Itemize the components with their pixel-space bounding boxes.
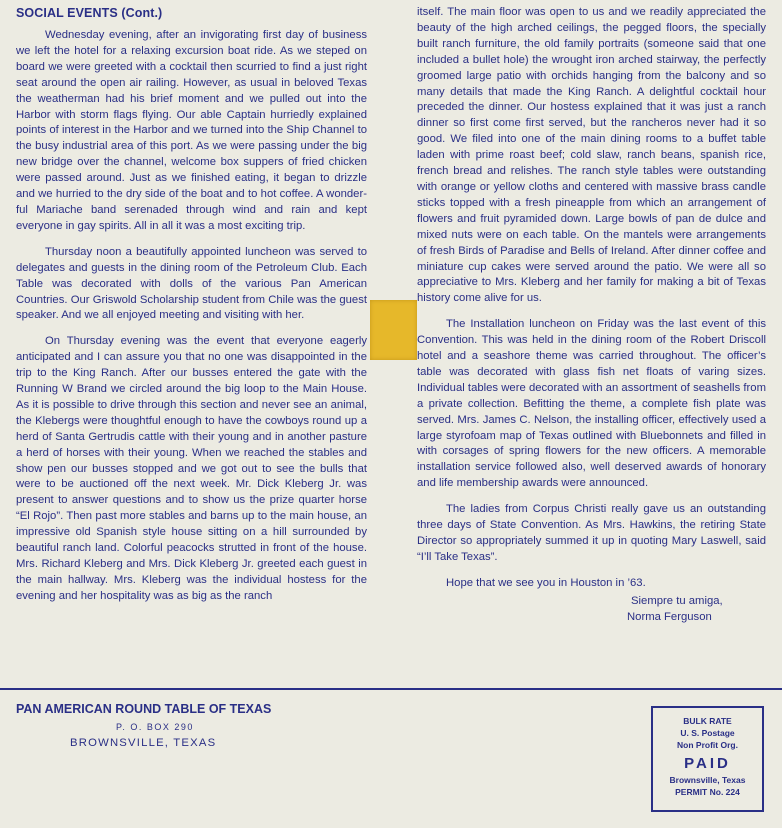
po-box: P. O. BOX 290: [116, 722, 194, 732]
paragraph-boat-ride: Wednesday evening, after an invigorating first day of business we left the hotel for a relaxing excursion boat ride. As we steped on board we were greeted with a cocktail then scurried to find a just right seat around the open air railing. However, as usual in beloved Texas the weatherman had his brief moment and we pulled out into the Harbor with storm flags flying. Our able Captain hurriedly explained points of interest in the Harbor and we turned into the Ship Channel to the busy industrial area of this port. As we were passing under the big new bridge over the channel, welcome box suppers of fried chicken were passed around. Just as we finished eating, it began to drizzle and we hurried to the dry side of the boat and to hot coffee. A wonderful Mariache band serenaded through wind and rain and kept everyone in gay spirits. All in all it was a most exciting trip.: [16, 29, 367, 232]
paragraph-king-ranch: On Thursday evening was the event that everyone eagerly anticipated and I can assure you that no one was disappointed in the trip to the King Ranch. After our busses entered the gate with the Running W Brand we circled around the big loop to the Main House. As it is possible to drive through this section and never see an animal, the Klebergs were thoughtful enough to have the cowboys round up a herd of Santa Gertrudis cattle with their young and in another pasture a herd of horses with their young. When we reached the stables and show pen our busses stopped and we got out to see the bulls that were to be auctioned off the next week. Mr. Dick Kleberg Jr. was present to answer questions and to show us the prize quarter horse “El Rojo”. Then past more stables and barns up to the main house, an impressive old Spanish style house sitting on a hill surrounded by beautiful ranch land. Colorful peacocks strutted in front of the house. Mrs. Richard Kleberg and Mrs. Dick Kleberg Jr. greeted each guest in the main hallway. Mrs. Kleberg was the individual hostess for the evening and her hospitality was as big as the ranch: [16, 335, 367, 602]
paragraph-luncheon: Thursday noon a beautifully appointed luncheon was served to delegates and guests in the dining room of the Petroleum Club. Each Table was decorated with dolls of the various Pan American Countries. Our Griswold Scholarship student from Chile was the guest speaker. And we all enjoyed meeting and visiting with her.: [16, 245, 367, 322]
tape-mark: [370, 300, 417, 360]
signoff: [417, 576, 766, 626]
signoff-line-houston: Hope that we see you in Houston in ’63.: [446, 576, 646, 589]
permit-postage: U. S. Postage: [680, 728, 735, 738]
permit-city: Brownsville, Texas: [669, 775, 746, 785]
permit-bulk-rate: BULK RATE: [683, 716, 732, 726]
signoff-name: Norma Ferguson: [627, 610, 712, 623]
section-title: SOCIAL EVENTS (Cont.): [16, 6, 163, 20]
signoff-closing: Siempre tu amiga,: [631, 594, 723, 607]
left-column: [16, 6, 367, 615]
right-column: [417, 5, 766, 626]
paragraph-installation-luncheon: The Installation luncheon on Friday was the last event of this Convention. This was held in the dining room of the Robert Driscoll hotel and a seashore theme was carried throughout. The officer’s table was decorated with glass fish net floats of varing sizes. Individual tables were decorated with an assortment of seashells from a private collection. Befitting the theme, a complete fish plate was served. Mrs. James C. Nelson, the installing officer, effectively used a large styrofoam map of Texas outlined with Bluebonnets and filled in with corsages of spring flowers for the new officers. A memorable installation service followed also, well deserved awards of honorary and life membership awards were announced.: [417, 318, 766, 490]
footer-divider: [0, 688, 782, 690]
organization-city: BROWNSVILLE, TEXAS: [70, 737, 217, 749]
postage-permit-box: [651, 706, 764, 812]
return-address: [16, 702, 316, 749]
paragraph-ranch-house: itself. The main floor was open to us and we readily appreciated the beauty of the high arched ceilings, the pegged floors, the specially built ranch furniture, the old family portraits (someone said that one included a bullet hole) the wrought iron arched stairway, the perfectly groomed large patio with orchids hanging from the balcony and so many details that made the King Ranch. A delightful cocktail hour preceded the dinner. Our hostess explained that it was just a ranch dinner so first come first served, but the rancheros never had it so good. We filed into one of the main dining rooms to a buffet table laden with prime roast beef; cold slaw, ranch beans, spanish rice, french bread and relishes. The ranch style tables were outstanding with orange or yellow cloths and centered with massive brass candle sticks topped with a fresh pineapple from which an arrangement of flowers and fruit pyramided down. Large bowls of pan de dulce and mixed nuts were on each table. On the mantels were arrangements of fresh Birds of Paradise and Bells of Ireland. After dinner coffee and miniature cup cakes were served around the patio. We were all so appreciative to Mrs. Kleberg and her family for making a bit of Texas history come alive for us.: [417, 6, 766, 305]
organization-name: PAN AMERICAN ROUND TABLE OF TEXAS: [16, 702, 272, 716]
permit-paid: PAID: [684, 755, 731, 772]
permit-non-profit: Non Profit Org.: [677, 740, 738, 750]
permit-number: PERMIT No. 224: [675, 787, 740, 797]
paragraph-corpus-christi: The ladies from Corpus Christi really gave us an outstanding three days of State Convention. As Mrs. Hawkins, the retiring State Director so appropriately summed it up in quoting Mary Laswell, said “I’ll Take Texas”.: [417, 503, 766, 563]
